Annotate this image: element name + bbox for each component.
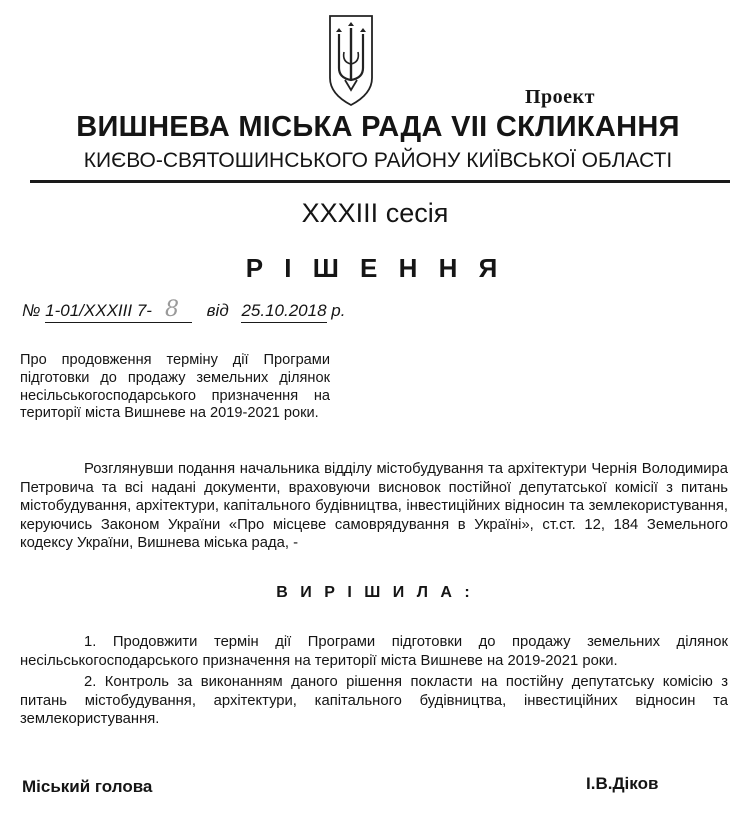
subject-text: Про продовження терміну дії Програми підготовки до продажу земельних ділянок несільськогосподарського призначення на території міста Вишневе на 2019-2021 роки. — [20, 352, 330, 422]
signatory-name: І.В.Діков — [586, 774, 659, 793]
district-name: КИЄВО-СВЯТОШИНСЬКОГО РАЙОНУ КИЇВСЬКОЇ ОБЛАСТІ — [83, 149, 673, 172]
decision-reference — [22, 297, 346, 323]
year-suffix: р. — [331, 301, 346, 320]
session-title: XXXIII сесія — [301, 198, 449, 228]
council-name: ВИШНЕВА МІСЬКА РАДА VII СКЛИКАННЯ — [76, 111, 680, 143]
preamble-block — [20, 460, 728, 553]
coat-of-arms-icon — [326, 12, 376, 108]
decision-date: 25.10.2018 — [241, 301, 326, 323]
decision-number: 1-01/XXXIII 7- 8 — [45, 301, 192, 323]
resolved-heading: В И Р І Ш И Л А : — [276, 584, 474, 601]
handwritten-number: 8 — [164, 297, 179, 322]
date-label: від — [206, 301, 229, 320]
signatory-position: Міський голова — [22, 777, 153, 796]
document-type: Р І Ш Е Н Н Я — [245, 253, 505, 283]
header-divider — [30, 180, 730, 183]
resolution-item-text: 2. Контроль за виконанням даного рішення покласти на постійну депутатську комісію з питань містобудування, архітектури, капітального будівництва, інвестиційних відносин та землекористування. — [20, 674, 728, 727]
number-label: № — [22, 301, 41, 320]
draft-label: Проект — [525, 86, 595, 108]
subject-block — [20, 352, 330, 423]
resolution-item-1 — [20, 633, 728, 670]
resolution-item-text: 1. Продовжити термін дії Програми підготовки до продажу земельних ділянок несільськогосподарського призначення на території міста Вишневе на 2019-2021 роки. — [20, 634, 728, 669]
preamble-text: Розглянувши подання начальника відділу містобудування та архітектури Чернія Володимира Петровича та всі надані документи, враховуючи висновок постійної депутатської комісії з питань містобудування, архітектури, капітального будівництва, інвестиційних відносин та землекористування, керуючись Законом України «Про місцеве самоврядування в Україні», ст.ст. 12, 184 Земельного кодексу України, Вишнева міська рада, - — [20, 461, 728, 551]
resolution-item-2 — [20, 673, 728, 729]
